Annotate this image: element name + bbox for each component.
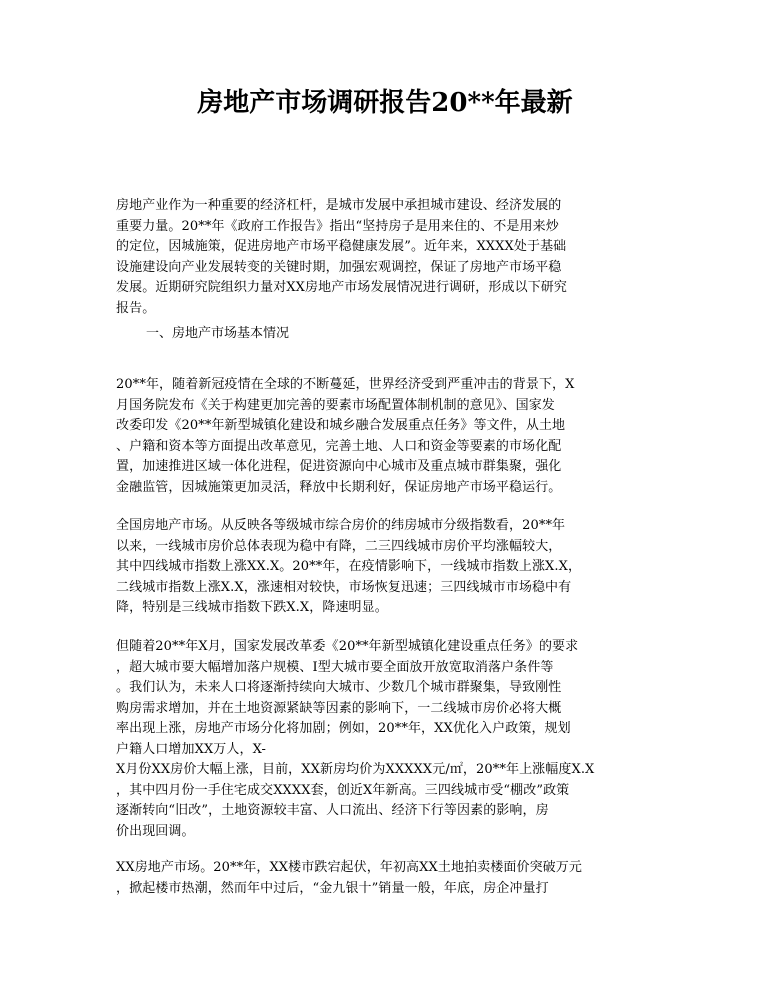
- intro-line: 设施建设向产业发展转变的关键时期，加强宏观调控，保证了房地产市场平稳: [116, 259, 562, 275]
- intro-line: 的定位，因城施策，促进房地产市场平稳健康发展”。近年来，XXXX处于基础: [116, 239, 567, 254]
- paragraph-line: 改委印发《20**年新型城镇化建设和城乡融合发展重点任务》等文件，从土地: [116, 418, 566, 433]
- paragraph-line: 置，加速推进区域一体化进程，促进资源向中心城市及重点城市群集聚，强化: [116, 459, 562, 474]
- paragraph-national-market: [116, 516, 656, 619]
- paragraph-line: ，超大城市要大幅增加落户规模、Ⅰ型大城市要全面放开放宽取消落户条件等: [116, 659, 554, 675]
- paragraph-line: 二线城市指数上涨X.X，涨速相对较快，市场恢复迅速；三四线城市市场稳中有: [116, 579, 572, 595]
- paragraph-line: ，其中四月份一手住宅成交XXXX套，创近X年新高。三四线城市受“棚改”政策: [116, 782, 570, 798]
- document-title: 房地产市场调研报告20**年最新: [197, 88, 573, 118]
- paragraph-line: 、户籍和资本等方面提出改革意见，完善土地、人口和资金等要素的市场化配: [116, 438, 562, 454]
- intro-line: 房地产业作为一种重要的经济杠杆，是城市发展中承担城市建设、经济发展的: [116, 198, 562, 213]
- paragraph-local-market: [116, 858, 656, 899]
- intro-line: 报告。: [116, 300, 156, 316]
- paragraph-line: 以来，一线城市房价总体表现为稳中有降，二三四线城市房价平均涨幅较大，: [116, 538, 562, 554]
- paragraph-line: 但随着20**年X月，国家发展改革委《20**年新型城镇化建设重点任务》的要求: [116, 639, 579, 654]
- paragraph-line: 率出现上涨，房地产市场分化将加剧；例如，20**年，XX优化入户政策，规划: [116, 721, 571, 736]
- section-heading: 一、房地产市场基本情况: [146, 326, 290, 341]
- paragraph-line: ，掀起楼市热潮，然而年中过后，“金九银十”销量一般，年底，房企冲量打: [116, 880, 549, 896]
- paragraph-line: X月份XX房价大幅上涨，目前，XX新房均价为XXXXX元/㎡，20**年上涨幅度X.X: [116, 762, 595, 777]
- paragraph-line: 户籍人口增加XX万人，X-: [116, 741, 266, 757]
- paragraph-line: 购房需求增加，并在土地资源紧缺等因素的影响下，一二线城市房价必将大概: [116, 700, 562, 716]
- paragraph-line: 价出现回调。: [116, 823, 195, 839]
- paragraph-policy: [116, 375, 656, 498]
- intro-line: 发展。近期研究院组织力量对XX房地产市场发展情况进行调研，形成以下研究: [116, 280, 568, 295]
- paragraph-urbanization: [116, 637, 656, 842]
- paragraph-line: 降，特别是三线城市指数下跌X.X，降速明显。: [116, 600, 388, 615]
- paragraph-line: 。我们认为，未来人口将逐渐持续向大城市、少数几个城市群聚集，导致刚性: [116, 680, 562, 695]
- intro-line: 重要力量。20**年《政府工作报告》指出“坚持房子是用来住的、不是用来炒: [116, 218, 559, 234]
- paragraph-line: 全国房地产市场。从反映各等级城市综合房价的纬房城市分级指数看，20**年: [116, 518, 566, 533]
- paragraph-line: 其中四线城市指数上涨XX.X。20**年，在疫情影响下，一线城市指数上涨X.X，: [116, 559, 582, 574]
- paragraph-line: 金融监管，因城施策更加灵活，释放中长期利好，保证房地产市场平稳运行。: [116, 479, 562, 495]
- intro-paragraph: [116, 196, 656, 319]
- paragraph-line: 月国务院发布《关于构建更加完善的要素市场配置体制机制的意见》、国家发: [116, 397, 555, 413]
- paragraph-line: 逐渐转向“旧改”，土地资源较丰富、人口流出、经济下行等因素的影响，房: [116, 803, 549, 818]
- paragraph-line: XX房地产市场。20**年，XX楼市跌宕起伏，年初高XX土地拍卖楼面价突破万元: [116, 860, 582, 875]
- paragraph-line: 20**年，随着新冠疫情在全球的不断蔓延，世界经济受到严重冲击的背景下，X: [116, 377, 575, 392]
